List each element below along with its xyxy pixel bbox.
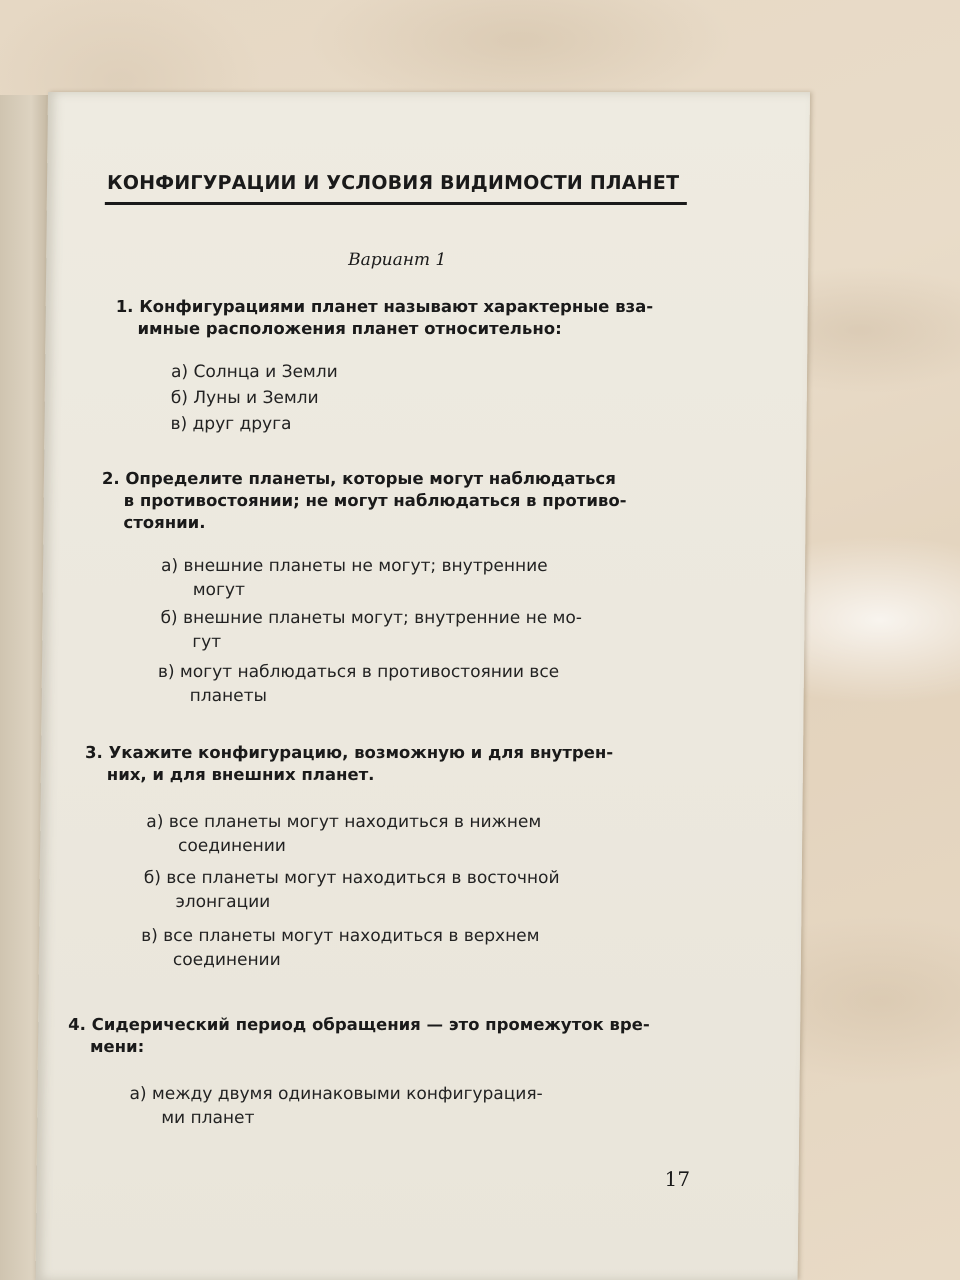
question-4-option-a-line-2: ми планет xyxy=(161,1108,255,1128)
question-2-line-3: стоянии. xyxy=(123,513,206,532)
question-2-option-b xyxy=(160,606,582,654)
question-1 xyxy=(115,296,653,340)
question-4-option-a-line-1: а) между двумя одинаковыми конфигурация- xyxy=(129,1084,543,1104)
question-2-option-a-line-1: а) внешние планеты не могут; внутренние xyxy=(160,556,548,576)
question-2-line-2: в противостоянии; не могут наблюдаться в противо- xyxy=(123,491,627,510)
question-2-option-c-line-2: планеты xyxy=(189,686,268,706)
question-2-option-b-line-1: б) внешние планеты могут; внутренние не мо- xyxy=(160,608,583,628)
question-2-option-a-line-2: могут xyxy=(192,580,246,600)
question-3-option-b-line-1: б) все планеты могут находиться в восточной xyxy=(143,868,560,888)
question-4 xyxy=(68,1014,650,1058)
question-2-line-1: 2. Определите планеты, которые могут наблюдаться xyxy=(101,469,616,488)
question-4-line-1: 4. Сидерический период обращения — это промежуток вре- xyxy=(68,1015,650,1034)
variant-heading: Вариант 1 xyxy=(348,250,447,270)
page-number: 17 xyxy=(664,1167,691,1191)
question-2 xyxy=(101,468,627,534)
question-3-option-c xyxy=(141,924,540,972)
question-2-option-a xyxy=(161,554,548,602)
question-3-option-a-line-1: а) все планеты могут находиться в нижнем xyxy=(146,812,542,832)
question-3-option-c-line-2: соединении xyxy=(172,950,281,970)
question-1-line-2: имные расположения планет относительно: xyxy=(137,319,562,338)
question-1-option-a: а) Солнца и Земли xyxy=(170,362,338,382)
question-3-line-2: них, и для внешних планет. xyxy=(106,765,375,784)
question-1-line-1: 1. Конфигурациями планет называют характерные вза- xyxy=(115,297,654,316)
question-4-option-a xyxy=(129,1082,543,1130)
question-1-option-c: в) друг друга xyxy=(170,414,292,434)
question-2-option-c xyxy=(158,660,560,708)
question-3-option-c-line-1: в) все планеты могут находиться в верхнем xyxy=(141,926,540,946)
question-4-line-2: мени: xyxy=(89,1037,145,1056)
question-2-option-c-line-1: в) могут наблюдаться в противостоянии все xyxy=(157,662,560,682)
question-3-option-a xyxy=(146,810,541,858)
question-1-option-b: б) Луны и Земли xyxy=(170,388,319,408)
question-3-option-a-line-2: соединении xyxy=(177,836,287,856)
title-rule xyxy=(105,202,687,205)
question-3-option-b-line-2: элонгации xyxy=(175,892,271,912)
book-page xyxy=(36,92,810,1280)
question-3 xyxy=(85,742,614,786)
question-3-option-b xyxy=(143,866,559,914)
section-title: КОНФИГУРАЦИИ И УСЛОВИЯ ВИДИМОСТИ ПЛАНЕТ xyxy=(106,172,680,194)
question-3-line-1: 3. Укажите конфигурацию, возможную и для внутрен- xyxy=(84,743,614,762)
page-content xyxy=(36,92,810,1280)
question-2-option-b-line-2: гут xyxy=(192,632,222,652)
